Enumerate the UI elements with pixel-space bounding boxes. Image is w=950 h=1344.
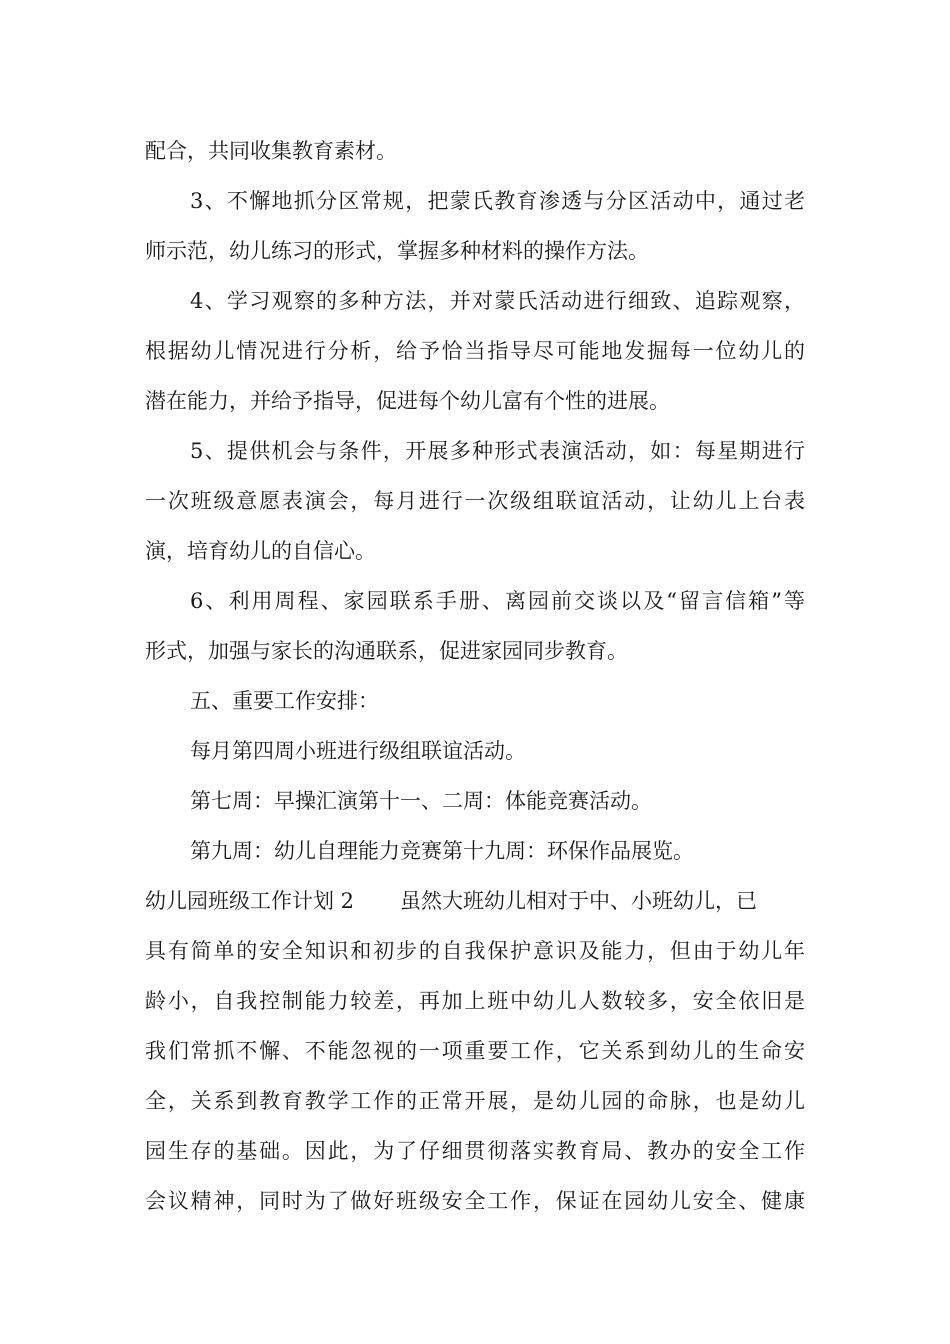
text-line: 4、学习观察的多种方法，并对蒙氏活动进行细致、追踪观察， — [190, 289, 805, 313]
text-line-content: 虽然大班幼儿相对于中、小班幼儿，已 — [400, 889, 758, 913]
text-line: 5、提供机会与条件，开展多种形式表演活动，如：每星期进行 — [190, 439, 805, 463]
text-line: 我们常抓不懈、不能忽视的一项重要工作，它关系到幼儿的生命安 — [145, 1039, 805, 1063]
text-line: 园生存的基础。因此，为了仔细贯彻落实教育局、教办的安全工作 — [145, 1139, 805, 1163]
text-line: 第九周：幼儿自理能力竞赛第十九周：环保作品展览。 — [190, 839, 694, 863]
text-line: 6、利用周程、家园联系手册、离园前交谈以及“留言信箱”等 — [190, 589, 805, 613]
text-line: 第七周：早操汇演第十一、二周：体能竞赛活动。 — [190, 789, 652, 813]
text-line: 会议精神，同时为了做好班级安全工作，保证在园幼儿安全、健康 — [145, 1189, 805, 1213]
text-line: 形式，加强与家长的沟通联系，促进家园同步教育。 — [145, 639, 628, 663]
text-line — [145, 881, 805, 921]
text-line: 具有简单的安全知识和初步的自我保护意识及能力，但由于幼儿年 — [145, 939, 805, 963]
plan-title: 幼儿园班级工作计划 2 — [145, 889, 355, 913]
text-line: 全，关系到教育教学工作的正常开展，是幼儿园的命脉，也是幼儿 — [145, 1089, 805, 1113]
text-line: 潜在能力，并给予指导，促进每个幼儿富有个性的进展。 — [145, 389, 670, 413]
text-line: 根据幼儿情况进行分析，给予恰当指导尽可能地发掘每一位幼儿的 — [145, 339, 805, 363]
section-heading: 五、重要工作安排： — [190, 689, 379, 713]
text-line: 龄小，自我控制能力较差，再加上班中幼儿人数较多，安全依旧是 — [145, 989, 805, 1013]
text-line: 配合，共同收集教育素材。 — [145, 139, 397, 163]
text-line: 每月第四周小班进行级组联谊活动。 — [190, 739, 526, 763]
text-line: 一次班级意愿表演会，每月进行一次级组联谊活动，让幼儿上台表 — [145, 489, 805, 513]
text-line: 师示范，幼儿练习的形式，掌握多种材料的操作方法。 — [145, 239, 649, 263]
text-line: 演，培育幼儿的自信心。 — [145, 539, 376, 563]
text-line: 3、不懈地抓分区常规，把蒙氏教育渗透与分区活动中，通过老 — [190, 189, 805, 213]
